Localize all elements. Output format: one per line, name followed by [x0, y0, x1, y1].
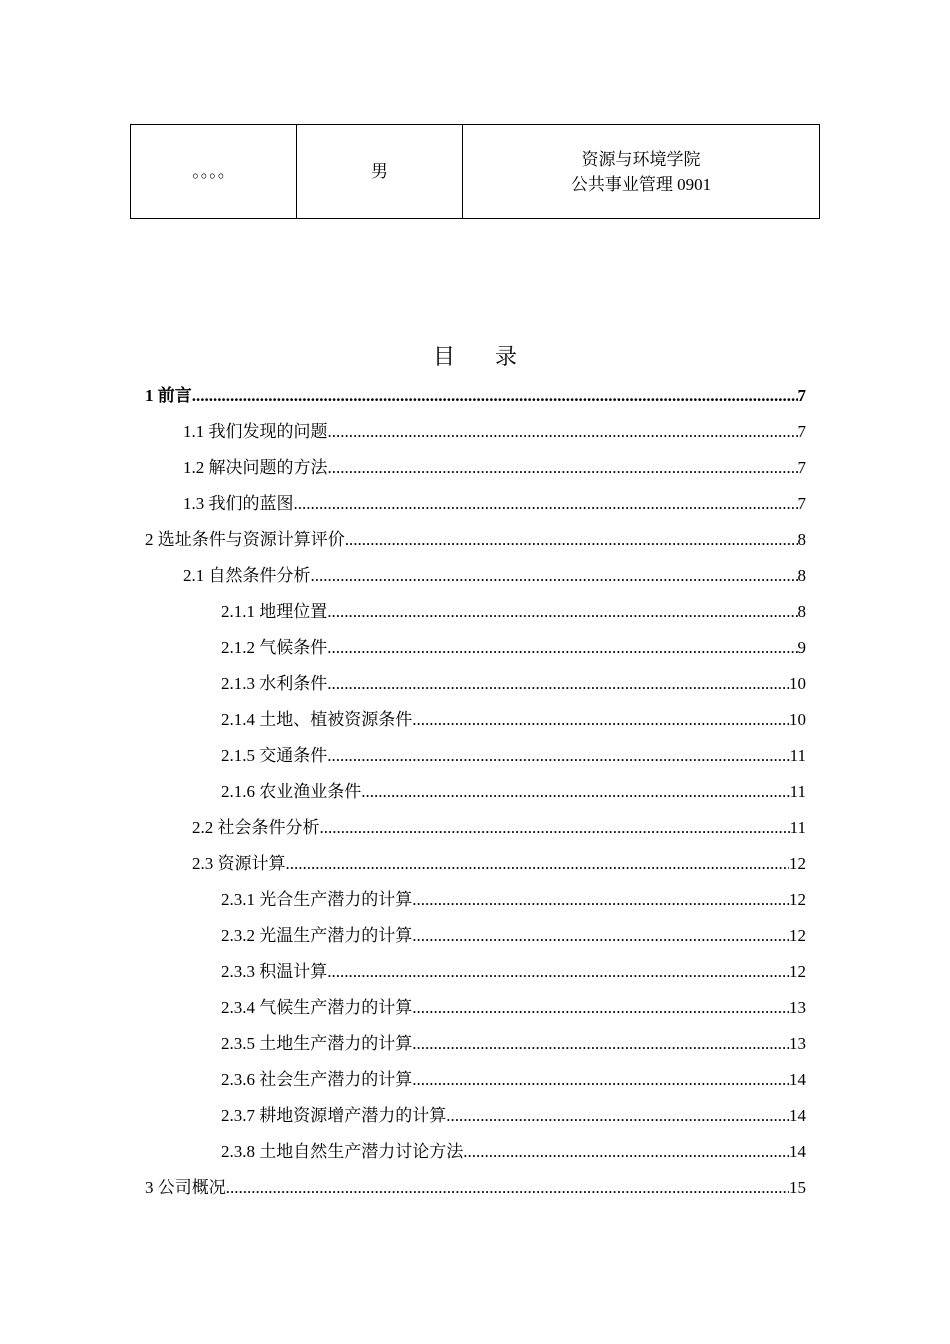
toc-entry[interactable]	[145, 554, 806, 590]
toc-dot-leader	[328, 457, 798, 479]
toc-entry-label: 2.3.8 土地自然生产潜力讨论方法	[221, 1142, 464, 1161]
toc-dot-leader	[412, 709, 789, 731]
toc-entry-page: 14	[789, 1142, 806, 1161]
member-gender: 男	[371, 162, 388, 181]
toc-entry-label: 2.3.5 土地生产潜力的计算	[221, 1034, 413, 1053]
toc-dot-leader	[412, 997, 789, 1019]
toc-entry-page: 7	[797, 386, 806, 405]
toc-entry[interactable]	[145, 986, 806, 1022]
toc-dot-leader	[463, 1141, 789, 1163]
toc-entry-label: 2.3 资源计算	[192, 854, 286, 873]
toc-title: 目录	[432, 345, 557, 370]
member-name-cell	[131, 125, 297, 219]
toc-entry-label: 1.1 我们发现的问题	[183, 422, 328, 441]
toc-entry-label: 2.1.1 地理位置	[221, 602, 328, 621]
toc-entry-page: 7	[797, 494, 806, 513]
toc-entry-label: 1 前言	[145, 386, 192, 405]
toc-entry-label: 2.2 社会条件分析	[192, 818, 320, 837]
toc-entry[interactable]	[145, 806, 806, 842]
toc-dot-leader	[226, 1177, 789, 1199]
toc-entry-label: 2.1.6 农业渔业条件	[221, 782, 362, 801]
toc-entry-page: 11	[789, 746, 806, 765]
toc-entry-page: 12	[789, 962, 806, 981]
toc-entry[interactable]	[145, 1094, 806, 1130]
toc-entry-page: 12	[789, 926, 806, 945]
toc-dot-leader	[192, 385, 798, 407]
toc-entry-label: 1.2 解决问题的方法	[183, 458, 328, 477]
toc-entry-label: 2.1.2 气候条件	[221, 638, 328, 657]
toc-entry-page: 8	[797, 530, 806, 549]
toc-entry-label: 2.3.3 积温计算	[221, 962, 328, 981]
toc-entry[interactable]	[145, 842, 806, 878]
toc-dot-leader	[328, 421, 798, 443]
toc-dot-leader	[327, 673, 789, 695]
toc-entry-label: 2.3.2 光温生产潜力的计算	[221, 926, 413, 945]
toc-entry-page: 14	[789, 1070, 806, 1089]
toc-entry-page: 11	[789, 818, 806, 837]
toc-entry-label: 2.1.5 交通条件	[221, 746, 328, 765]
toc-entry[interactable]	[145, 878, 806, 914]
toc-dot-leader	[327, 637, 797, 659]
toc-entry-page: 12	[789, 890, 806, 909]
member-info-row	[131, 125, 820, 219]
toc-entry[interactable]	[145, 410, 806, 446]
toc-entry-label: 2 选址条件与资源计算评价	[145, 530, 345, 549]
member-gender-cell	[297, 125, 463, 219]
toc-dot-leader	[412, 1033, 789, 1055]
toc-dot-leader	[446, 1105, 789, 1127]
toc-dot-leader	[412, 925, 789, 947]
toc-entry-label: 2.1 自然条件分析	[183, 566, 311, 585]
toc-entry[interactable]	[145, 590, 806, 626]
toc-entry-label: 2.3.1 光合生产潜力的计算	[221, 890, 413, 909]
toc-dot-leader	[311, 565, 798, 587]
member-major-class: 公共事业管理 0901	[570, 174, 712, 194]
toc-entry[interactable]	[145, 518, 806, 554]
toc-entry[interactable]	[145, 626, 806, 662]
toc-entry-page: 13	[789, 998, 806, 1017]
toc-dot-leader	[345, 529, 798, 551]
member-college: 资源与环境学院	[581, 149, 701, 169]
toc-entry[interactable]	[145, 950, 806, 986]
toc-dot-leader	[327, 745, 789, 767]
toc-entry[interactable]	[145, 1130, 806, 1166]
toc-dot-leader	[412, 889, 789, 911]
toc-entry[interactable]	[145, 698, 806, 734]
toc-entry[interactable]	[145, 1166, 806, 1202]
toc-dot-leader	[361, 781, 789, 803]
toc-entry-label: 3 公司概况	[145, 1178, 226, 1197]
member-info-table	[130, 124, 820, 219]
toc-entry-label: 2.1.4 土地、植被资源条件	[221, 710, 413, 729]
toc-entry-page: 11	[789, 782, 806, 801]
toc-entry-page: 12	[789, 854, 806, 873]
toc-entry-page: 10	[789, 710, 806, 729]
toc-entry-label: 2.3.4 气候生产潜力的计算	[221, 998, 413, 1017]
toc-entry[interactable]	[145, 446, 806, 482]
toc-dot-leader	[327, 961, 789, 983]
toc-dot-leader	[294, 493, 798, 515]
toc-entry[interactable]	[145, 914, 806, 950]
toc-dot-leader	[286, 853, 790, 875]
toc-entry-page: 7	[797, 458, 806, 477]
toc-dot-leader	[320, 817, 790, 839]
toc-dot-leader	[412, 1069, 789, 1091]
toc-entry-page: 10	[789, 674, 806, 693]
toc-entry-page: 8	[797, 602, 806, 621]
toc-entry[interactable]	[145, 734, 806, 770]
toc-entry[interactable]	[145, 482, 806, 518]
toc-entry-label: 2.1.3 水利条件	[221, 674, 328, 693]
toc-entry-page: 13	[789, 1034, 806, 1053]
toc-entry-label: 2.3.6 社会生产潜力的计算	[221, 1070, 413, 1089]
member-department-cell	[463, 125, 820, 219]
toc-entry-page: 7	[797, 422, 806, 441]
toc-entry-page: 15	[789, 1178, 806, 1197]
toc-entry[interactable]	[145, 1058, 806, 1094]
member-name: 。。。。	[192, 162, 235, 181]
toc-entry[interactable]	[145, 374, 806, 410]
toc-entry-page: 14	[789, 1106, 806, 1125]
toc-dot-leader	[327, 601, 797, 623]
toc-entry-page: 9	[797, 638, 806, 657]
toc-entry-page: 8	[797, 566, 806, 585]
toc-entry-label: 2.3.7 耕地资源增产潜力的计算	[221, 1106, 447, 1125]
toc-entry[interactable]	[145, 662, 806, 698]
toc-entry[interactable]	[145, 1022, 806, 1058]
toc-entry[interactable]	[145, 770, 806, 806]
toc-entry-label: 1.3 我们的蓝图	[183, 494, 294, 513]
table-of-contents	[145, 374, 806, 1202]
